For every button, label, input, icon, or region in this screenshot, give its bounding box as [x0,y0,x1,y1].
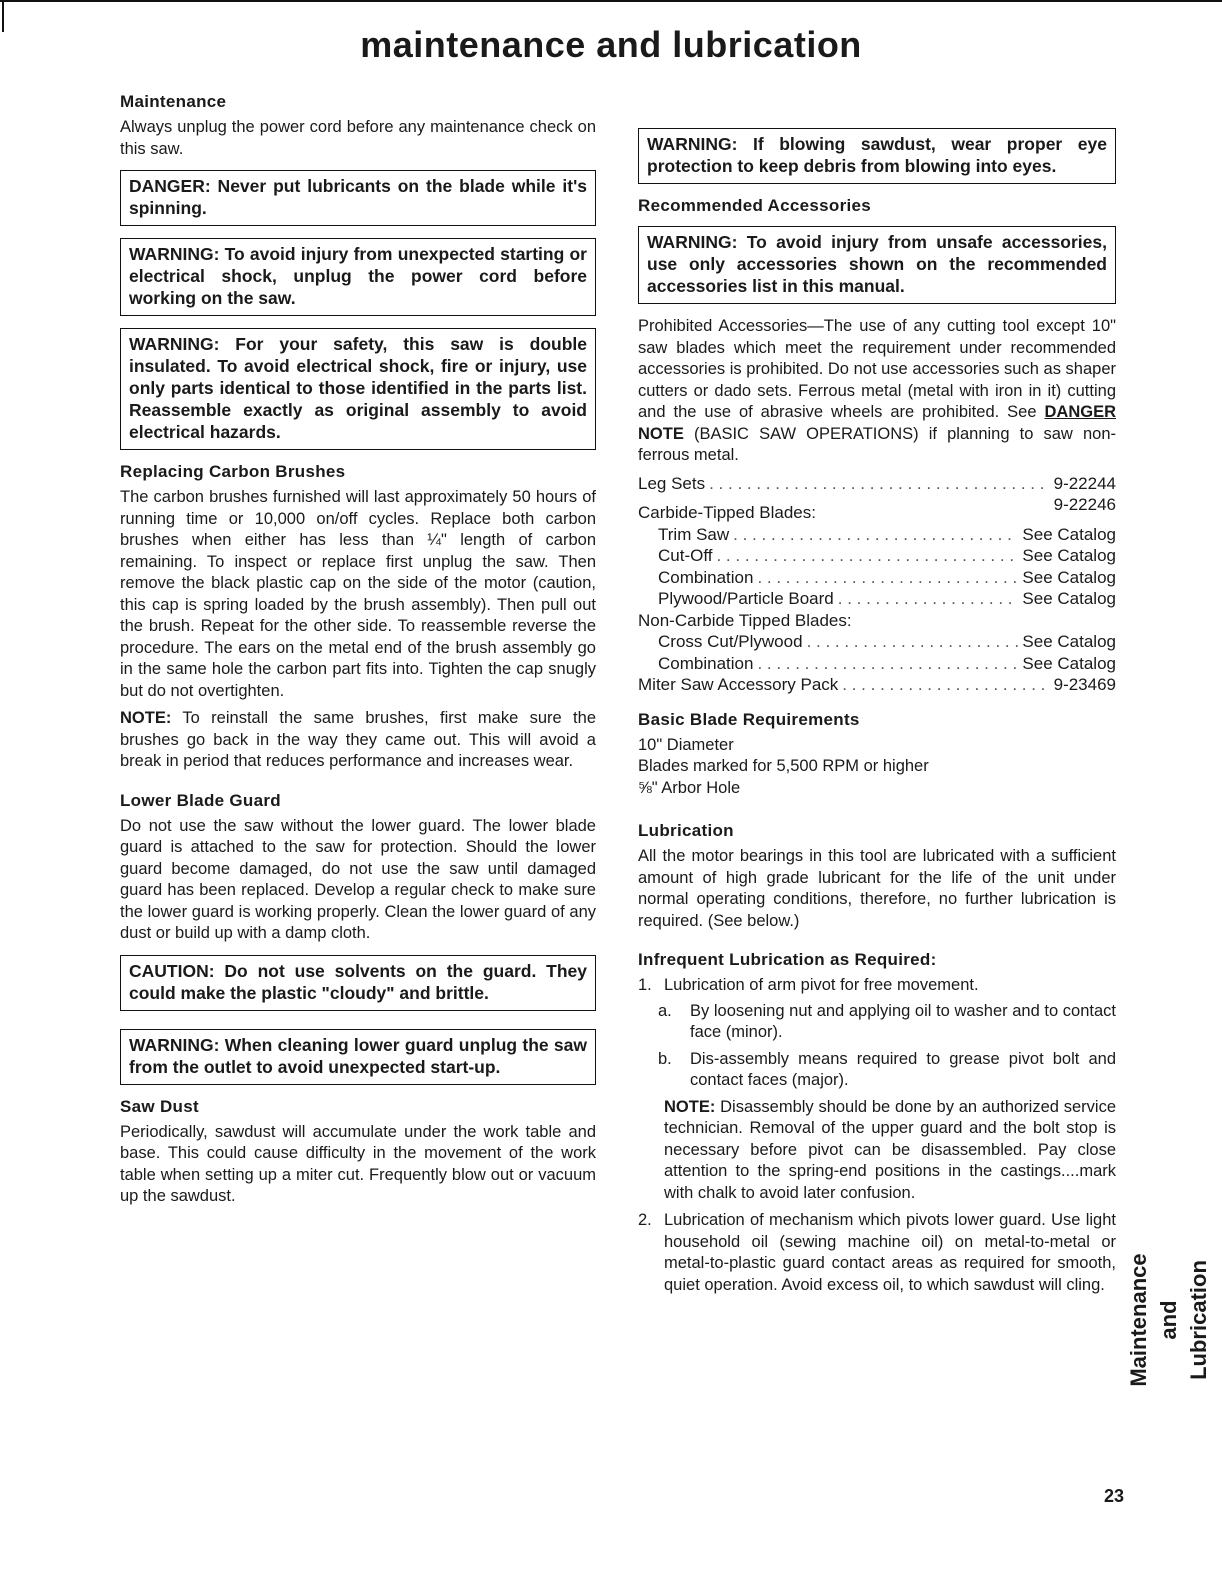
part-code: See Catalog [1022,546,1116,565]
list-text: Lubrication of arm pivot for free movement. [664,976,979,994]
leader-dots [757,567,1018,589]
lubrication-note [664,1097,1116,1205]
right-column [638,128,1116,1300]
page-title: maintenance and lubrication [360,24,862,65]
part-name: Plywood/Particle Board [658,589,834,608]
guard-heading: Lower Blade Guard [120,790,281,810]
part-code: See Catalog [1022,653,1116,673]
side-tab [1124,1240,1211,1400]
sub-list-item [658,1001,1116,1044]
part-group-row [638,610,1116,632]
part-code: See Catalog [1022,632,1116,651]
list-item [638,975,1116,997]
part-name: Cut-Off [658,546,713,565]
brushes-note [120,708,596,773]
warning-box-unplug: WARNING: To avoid injury from unexpected starting or electrical shock, unplug the power cord before working on the saw. [120,238,596,316]
part-row [638,545,1116,567]
prohibited-text-a: Prohibited Accessories—The use of any cutting tool except 10" saw blades which meet the requirement under recommended accessories is prohibited. Do not use accessories such as shaper cutters or dado sets. Ferrous metal (metal with iron in it) cutting and the use of abrasive wheels are prohibited. See [638,317,1116,421]
left-column [120,92,596,1214]
leader-dots [716,545,1018,567]
top-rule [0,0,1222,2]
danger-box-lubricants: DANGER: Never put lubricants on the blade while it's spinning. [120,170,596,226]
leader-dots [838,588,1019,610]
part-name: Trim Saw [658,524,730,544]
parts-list [638,473,1116,696]
warning-box-cleaning-guard: WARNING: When cleaning lower guard unplug the saw from the outlet to avoid unexpected start-up. [120,1029,596,1085]
prohibited-accessories [638,316,1116,467]
part-group-row [638,494,1116,524]
maintenance-intro: Always unplug the power cord before any maintenance check on this saw. [120,118,596,158]
warning-box-blowing-sawdust: WARNING: If blowing sawdust, wear proper eye protection to keep debris from blowing into eyes. [638,128,1116,184]
part-code: See Catalog [1022,524,1116,544]
list-text: Lubrication of mechanism which pivots lower guard. Use light household oil (sewing machine oil) on metal-to-metal or metal-to-plastic guard contact areas as required for smooth, quiet operation. Avoid excess oil, to which sawdust will cling. [664,1211,1116,1294]
maintenance-heading: Maintenance [120,92,227,111]
blade-requirement: ⅝" Arbor Hole [638,778,741,797]
part-row [638,653,1116,675]
leader-dots [733,524,1018,546]
leader-dots [709,473,1050,495]
list-number: 2. [638,1211,652,1229]
blade-requirements-list [638,735,1116,800]
lubrication-body: All the motor bearings in this tool are lubricated with a sufficient amount of high grade lubricant for the life of the unit under normal operating conditions, therefore, no further lubrication is required. (See below.) [638,847,1116,930]
list-letter: b. [658,1049,672,1068]
part-row [638,674,1116,696]
part-name: Miter Saw Accessory Pack [638,675,839,694]
caution-box-solvents: CAUTION: Do not use solvents on the guard. They could make the plastic "cloudy" and brittle. [120,955,596,1011]
part-code: 9-22244 [1053,473,1116,493]
brushes-note-text: To reinstall the same brushes, first make sure the brushes go back in the way they came out. This will avoid a break in period that reduces performance and increases wear. [120,709,596,770]
brushes-note-label: NOTE: [120,709,172,727]
part-row [638,588,1116,610]
leader-dots [757,653,1018,675]
list-number: 1. [638,976,652,994]
part-code: 9-23469 [1053,675,1116,694]
part-name: Leg Sets [638,473,706,493]
brushes-heading: Replacing Carbon Brushes [120,462,346,481]
part-name: Combination [658,567,754,587]
part-row [638,631,1116,653]
leader-dots [807,631,1019,653]
blade-requirement: 10" Diameter [638,735,734,754]
danger-note-link[interactable]: DANGER [1044,403,1116,421]
part-row [638,524,1116,546]
noncarbide-heading: Non-Carbide Tipped Blades: [638,610,852,630]
leader-dots [842,674,1049,696]
page-number: 23 [1104,1486,1125,1506]
side-tab-label: Maintenance and Lubrication [1126,1253,1211,1387]
list-text: Dis-assembly means required to grease pivot bolt and contact faces (major). [690,1049,1116,1089]
part-row [638,567,1116,589]
part-code: See Catalog [1022,567,1116,587]
sub-list-item [658,1049,1116,1092]
part-name: Cross Cut/Plywood [658,632,803,651]
accessories-heading: Recommended Accessories [638,196,872,215]
danger-note-label: NOTE [638,424,684,443]
blade-requirements-heading: Basic Blade Requirements [638,709,860,729]
lubrication-note-label: NOTE: [664,1097,716,1116]
part-row [638,473,1116,495]
lubrication-heading: Lubrication [638,821,734,840]
guard-body: Do not use the saw without the lower guard. The lower blade guard is attached to the saw for protection. Should the lower guard become damaged, do not use the saw until damaged guard has been replaced. Develop a regular check to make sure the lower guard is working properly. Clean the lower guard of any dust or build up with a damp cloth. [120,816,596,942]
saw-dust-heading: Saw Dust [120,1096,199,1116]
infrequent-lubrication-heading: Infrequent Lubrication as Required: [638,950,937,969]
warning-box-double-insulated: WARNING: For your safety, this saw is double insulated. To avoid electrical shock, fire or injury, use only parts identical to those identified in the parts list. Reassemble exactly as original assembly to avoid electrical hazards. [120,328,596,450]
warning-box-accessories: WARNING: To avoid injury from unsafe accessories, use only accessories shown on the recommended accessories list in this manual. [638,226,1116,304]
carbide-heading: Carbide-Tipped Blades: [638,503,816,522]
list-letter: a. [658,1001,672,1020]
part-name: Combination [658,653,754,673]
prohibited-text-b: (BASIC SAW OPERATIONS) if planning to saw non-ferrous metal. [638,424,1116,464]
list-text: By loosening nut and applying oil to washer and to contact face (minor). [690,1001,1116,1041]
list-item [638,1210,1116,1296]
brushes-body: The carbon brushes furnished will last approximately 50 hours of running time or 10,000 on/off cycles. Replace both carbon brushes when either has less than ¼" length of carbon remaining. To inspect or replace first unplug the saw. Then remove the black plastic cap on the side of the motor (caution, this cap is spring loaded by the brush assembly). Then pull out the brush. Repeat for the other side. To reassemble reverse the procedure. The ears on the metal end of the brush assembly go in the same hole the carbon part fits into. Tighten the cap snugly but do not overtighten. [120,488,596,700]
lubrication-note-text: Disassembly should be done by an authorized service technician. Removal of the upper guard and the bolt stop is necessary before pivot can be disassembled. Pay close attention to the spring-end positions in the castings....mark with chalk to avoid later confusion. [664,1097,1116,1202]
saw-dust-body: Periodically, sawdust will accumulate under the work table and base. This could cause difficulty in the movement of the work table when setting up a miter cut. Frequently blow out or vacuum up the sawdust. [120,1122,596,1205]
part-code: See Catalog [1022,589,1116,608]
blade-requirement: Blades marked for 5,500 RPM or higher [638,757,929,775]
carbide-code: 9-22246 [1053,495,1116,514]
